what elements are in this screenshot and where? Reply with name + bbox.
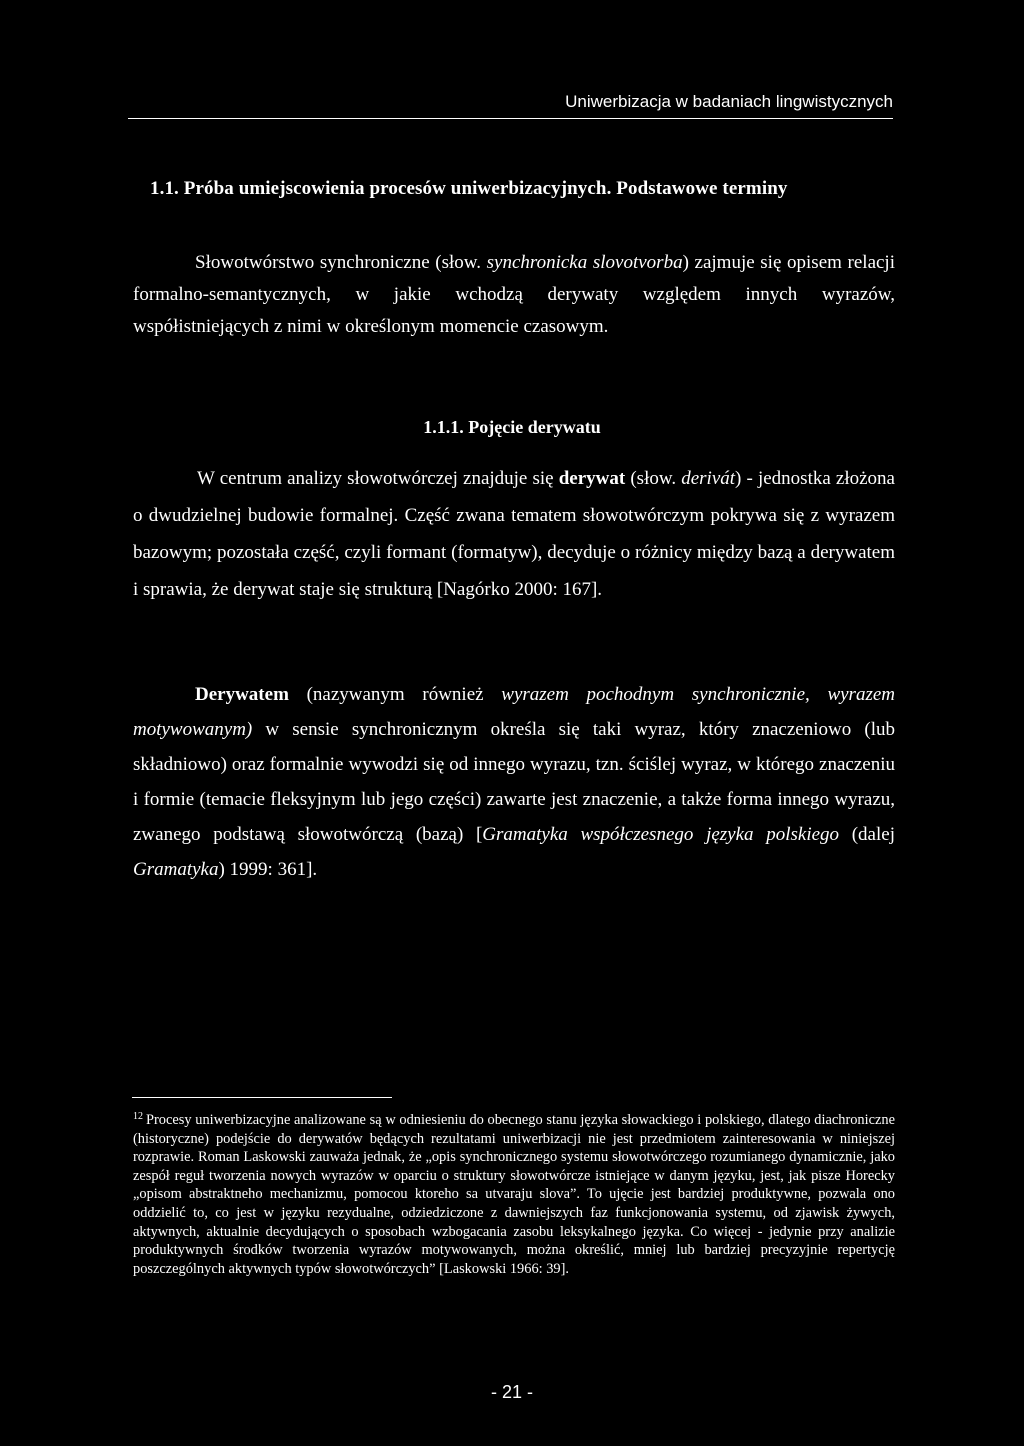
para3-term-derywatem: Derywatem — [195, 684, 289, 705]
para2-text-1: W centrum analizy słowotwórczej znajduje się — [197, 468, 559, 489]
para3-text-2: w sensie synchronicznym określa się taki wyraz, który znaczeniowo (lub składniowo) oraz formalnie wywodzi się od innego wyrazu, tzn. ściślej wyraz, w którego znaczeniu i formie (temacie fleksyjnym lub jego części) zawarte jest znaczenie, a także forma innego wyrazu, zwanego podstawą słowotwórczą (bazą) [ — [133, 719, 895, 845]
para2-term-derivat: derivát — [681, 468, 736, 489]
para3-text-4: ) 1999: 361]. — [218, 859, 318, 880]
paragraph-derivative-concept — [133, 460, 895, 608]
para3-citation-title: Gramatyka współczesnego języka polskiego — [482, 824, 840, 845]
para2-text-3: ) - jednostka złożona o dwudzielnej budowie formalnej. Część zwana tematem słowotwórczym pokrywa się z wyrazem bazowym; pozostała część, czyli formant (formatyw), decyduje o różnicy między bazą a derywatem i sprawia, że derywat staje się strukturą [Nagórko 2000: 167]. — [133, 468, 895, 600]
page-number: - 21 - — [490, 1382, 533, 1402]
para3-citation-short: Gramatyka — [133, 859, 219, 880]
para2-text-2: (słow. — [625, 468, 682, 489]
paragraph-derivative-definition — [133, 677, 895, 887]
footnote-12 — [133, 1108, 895, 1278]
footnote-number: 12 — [133, 1111, 143, 1122]
para1-text-2: ) zajmuje się opisem relacji formalno-semantycznych, w jakie wchodzą derywaty względem innych wyrazów, współistniejących z nimi w określonym momencie czasowym. — [133, 252, 895, 337]
para1-slovak-term: synchronicka slovotvorba — [486, 252, 683, 273]
running-header: Uniwerbizacja w badaniach lingwistycznych — [128, 92, 893, 119]
subsection-title: 1.1.1. Pojęcie derywatu — [423, 417, 601, 437]
para1-text-1: Słowotwórstwo synchroniczne (słow. — [195, 252, 487, 273]
para3-text-1: (nazywanym również — [288, 684, 502, 705]
para2-term-derywat: derywat — [558, 468, 626, 489]
para3-text-3: (dalej — [839, 824, 895, 845]
footnote-separator — [132, 1097, 392, 1098]
section-title: 1.1. Próba umiejscowienia procesów uniwerbizacyjnych. Podstawowe terminy — [150, 178, 788, 199]
footnote-text: Procesy uniwerbizacyjne analizowane są w odniesieniu do obecnego stanu języka słowackiego i polskiego, dlatego diachroniczne (historyczne) podejście do derywatów będących rezultatami uniwerbizacji nie jest przedmiotem zainteresowania w niniejszej rozprawie. Roman Laskowski zauważa jednak, że „opis synchronicznego systemu słowotwórczego rozumianego dynamicznie, jako zespół reguł tworzenia nowych wyrazów w oparciu o struktury słowotwórcze istniejące w danym języku, jest, jak pisze Horecky „opisom abstraktneho mechanizmu, pomocou ktoreho sa utvaraju slova”. To ujęcie jest bardziej produktywne, pozwala ono oddzielić to, co jest w języku rezydualne, odziedziczone z dawniejszych faz funkcjonowania systemu, od zjawisk żywych, aktywnych, aktualnie decydujących o sposobach wzbogacania zasobu leksykalnego języka. Co więcej - jedynie przy analizie produktywnych środków tworzenia wyrazów motywowanych, można określić, mniej lub bardziej precyzyjnie repertycję poszczególnych aktywnych typów słowotwórczych” [Laskowski 1966: 39]. — [133, 1112, 895, 1277]
paragraph-synchronic-word-formation — [133, 247, 895, 343]
para3-italic-terms: wyrazem pochodnym synchronicznie, wyrazem motywowanym) — [133, 684, 895, 740]
